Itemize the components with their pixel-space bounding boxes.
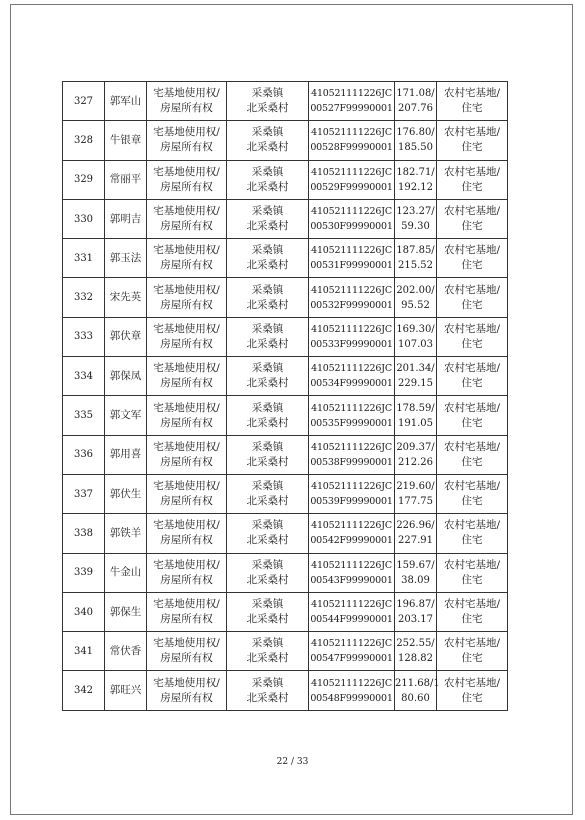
table-row (63, 592, 508, 631)
area-cell: 211.68/1 80.60 (395, 671, 437, 710)
area-cell: 182.71/ 192.12 (395, 160, 437, 199)
row-number-cell: 339 (63, 553, 105, 592)
unit-code-cell: 410521111226JC 00539F99990001 (309, 474, 395, 513)
table-row (63, 474, 508, 513)
right-type-cell: 宅基地使用权/ 房屋所有权 (147, 199, 227, 238)
right-type-cell: 宅基地使用权/ 房屋所有权 (147, 357, 227, 396)
owner-name-cell: 宋先英 (105, 278, 147, 317)
owner-name-cell: 郭伏章 (105, 317, 147, 356)
right-type-cell: 宅基地使用权/ 房屋所有权 (147, 632, 227, 671)
area-cell: 176.80/ 185.50 (395, 121, 437, 160)
registry-table-body (63, 82, 508, 711)
area-cell: 178.59/ 191.05 (395, 396, 437, 435)
owner-name-cell: 郭保生 (105, 592, 147, 631)
location-cell: 采桑镇 北采桑村 (227, 592, 309, 631)
location-cell: 采桑镇 北采桑村 (227, 357, 309, 396)
area-cell: 196.87/ 203.17 (395, 592, 437, 631)
unit-code-cell: 410521111226JC 00544F99990001 (309, 592, 395, 631)
area-cell: 187.85/ 215.52 (395, 239, 437, 278)
usage-cell: 农村宅基地/ 住宅 (437, 357, 508, 396)
right-type-cell: 宅基地使用权/ 房屋所有权 (147, 278, 227, 317)
right-type-cell: 宅基地使用权/ 房屋所有权 (147, 474, 227, 513)
area-cell: 159.67/ 38.09 (395, 553, 437, 592)
owner-name-cell: 郭伏生 (105, 474, 147, 513)
row-number-cell: 338 (63, 514, 105, 553)
area-cell: 209.37/ 212.26 (395, 435, 437, 474)
row-number-cell: 341 (63, 632, 105, 671)
table-row (63, 82, 508, 121)
right-type-cell: 宅基地使用权/ 房屋所有权 (147, 160, 227, 199)
owner-name-cell: 郭铁羊 (105, 514, 147, 553)
right-type-cell: 宅基地使用权/ 房屋所有权 (147, 82, 227, 121)
usage-cell: 农村宅基地/ 住宅 (437, 239, 508, 278)
area-cell: 226.96/ 227.91 (395, 514, 437, 553)
table-row (63, 357, 508, 396)
unit-code-cell: 410521111226JC 00533F99990001 (309, 317, 395, 356)
row-number-cell: 331 (63, 239, 105, 278)
unit-code-cell: 410521111226JC 00534F99990001 (309, 357, 395, 396)
location-cell: 采桑镇 北采桑村 (227, 199, 309, 238)
right-type-cell: 宅基地使用权/ 房屋所有权 (147, 396, 227, 435)
location-cell: 采桑镇 北采桑村 (227, 82, 309, 121)
owner-name-cell: 郭军山 (105, 82, 147, 121)
location-cell: 采桑镇 北采桑村 (227, 278, 309, 317)
location-cell: 采桑镇 北采桑村 (227, 160, 309, 199)
usage-cell: 农村宅基地/ 住宅 (437, 121, 508, 160)
usage-cell: 农村宅基地/ 住宅 (437, 435, 508, 474)
table-row (63, 160, 508, 199)
row-number-cell: 330 (63, 199, 105, 238)
row-number-cell: 337 (63, 474, 105, 513)
table-row (63, 199, 508, 238)
right-type-cell: 宅基地使用权/ 房屋所有权 (147, 671, 227, 710)
unit-code-cell: 410521111226JC 00530F99990001 (309, 199, 395, 238)
unit-code-cell: 410521111226JC 00531F99990001 (309, 239, 395, 278)
unit-code-cell: 410521111226JC 00547F99990001 (309, 632, 395, 671)
unit-code-cell: 410521111226JC 00529F99990001 (309, 160, 395, 199)
area-cell: 202.00/ 95.52 (395, 278, 437, 317)
row-number-cell: 328 (63, 121, 105, 160)
row-number-cell: 336 (63, 435, 105, 474)
location-cell: 采桑镇 北采桑村 (227, 396, 309, 435)
table-row (63, 435, 508, 474)
owner-name-cell: 郭明吉 (105, 199, 147, 238)
unit-code-cell: 410521111226JC 00527F99990001 (309, 82, 395, 121)
table-row (63, 317, 508, 356)
unit-code-cell: 410521111226JC 00535F99990001 (309, 396, 395, 435)
row-number-cell: 329 (63, 160, 105, 199)
area-cell: 169.30/ 107.03 (395, 317, 437, 356)
table-row (63, 514, 508, 553)
owner-name-cell: 常丽平 (105, 160, 147, 199)
location-cell: 采桑镇 北采桑村 (227, 239, 309, 278)
unit-code-cell: 410521111226JC 00548F99990001 (309, 671, 395, 710)
location-cell: 采桑镇 北采桑村 (227, 632, 309, 671)
table-row (63, 121, 508, 160)
owner-name-cell: 郭文军 (105, 396, 147, 435)
row-number-cell: 334 (63, 357, 105, 396)
table-row (63, 239, 508, 278)
location-cell: 采桑镇 北采桑村 (227, 671, 309, 710)
owner-name-cell: 郭旺兴 (105, 671, 147, 710)
table-row (63, 396, 508, 435)
registry-table (62, 81, 508, 711)
owner-name-cell: 郭保凤 (105, 357, 147, 396)
unit-code-cell: 410521111226JC 00542F99990001 (309, 514, 395, 553)
right-type-cell: 宅基地使用权/ 房屋所有权 (147, 239, 227, 278)
table-row (63, 553, 508, 592)
owner-name-cell: 郭玉法 (105, 239, 147, 278)
right-type-cell: 宅基地使用权/ 房屋所有权 (147, 553, 227, 592)
right-type-cell: 宅基地使用权/ 房屋所有权 (147, 592, 227, 631)
location-cell: 采桑镇 北采桑村 (227, 435, 309, 474)
area-cell: 252.55/ 128.82 (395, 632, 437, 671)
row-number-cell: 333 (63, 317, 105, 356)
area-cell: 201.34/ 229.15 (395, 357, 437, 396)
area-cell: 171.08/ 207.76 (395, 82, 437, 121)
row-number-cell: 335 (63, 396, 105, 435)
table-row (63, 671, 508, 710)
usage-cell: 农村宅基地/ 住宅 (437, 160, 508, 199)
usage-cell: 农村宅基地/ 住宅 (437, 671, 508, 710)
unit-code-cell: 410521111226JC 00543F99990001 (309, 553, 395, 592)
location-cell: 采桑镇 北采桑村 (227, 121, 309, 160)
location-cell: 采桑镇 北采桑村 (227, 474, 309, 513)
right-type-cell: 宅基地使用权/ 房屋所有权 (147, 317, 227, 356)
row-number-cell: 342 (63, 671, 105, 710)
area-cell: 123.27/ 59.30 (395, 199, 437, 238)
usage-cell: 农村宅基地/ 住宅 (437, 553, 508, 592)
area-cell: 219.60/ 177.75 (395, 474, 437, 513)
owner-name-cell: 牛金山 (105, 553, 147, 592)
usage-cell: 农村宅基地/ 住宅 (437, 317, 508, 356)
usage-cell: 农村宅基地/ 住宅 (437, 278, 508, 317)
owner-name-cell: 郭用喜 (105, 435, 147, 474)
right-type-cell: 宅基地使用权/ 房屋所有权 (147, 121, 227, 160)
table-row (63, 632, 508, 671)
usage-cell: 农村宅基地/ 住宅 (437, 474, 508, 513)
usage-cell: 农村宅基地/ 住宅 (437, 632, 508, 671)
unit-code-cell: 410521111226JC 00532F99990001 (309, 278, 395, 317)
usage-cell: 农村宅基地/ 住宅 (437, 82, 508, 121)
right-type-cell: 宅基地使用权/ 房屋所有权 (147, 435, 227, 474)
owner-name-cell: 常伏香 (105, 632, 147, 671)
right-type-cell: 宅基地使用权/ 房屋所有权 (147, 514, 227, 553)
location-cell: 采桑镇 北采桑村 (227, 553, 309, 592)
owner-name-cell: 牛银章 (105, 121, 147, 160)
row-number-cell: 340 (63, 592, 105, 631)
location-cell: 采桑镇 北采桑村 (227, 317, 309, 356)
usage-cell: 农村宅基地/ 住宅 (437, 199, 508, 238)
row-number-cell: 327 (63, 82, 105, 121)
unit-code-cell: 410521111226JC 00528F99990001 (309, 121, 395, 160)
table-row (63, 278, 508, 317)
page-number: 22 / 33 (276, 757, 309, 767)
row-number-cell: 332 (63, 278, 105, 317)
location-cell: 采桑镇 北采桑村 (227, 514, 309, 553)
usage-cell: 农村宅基地/ 住宅 (437, 592, 508, 631)
usage-cell: 农村宅基地/ 住宅 (437, 396, 508, 435)
unit-code-cell: 410521111226JC 00538F99990001 (309, 435, 395, 474)
usage-cell: 农村宅基地/ 住宅 (437, 514, 508, 553)
